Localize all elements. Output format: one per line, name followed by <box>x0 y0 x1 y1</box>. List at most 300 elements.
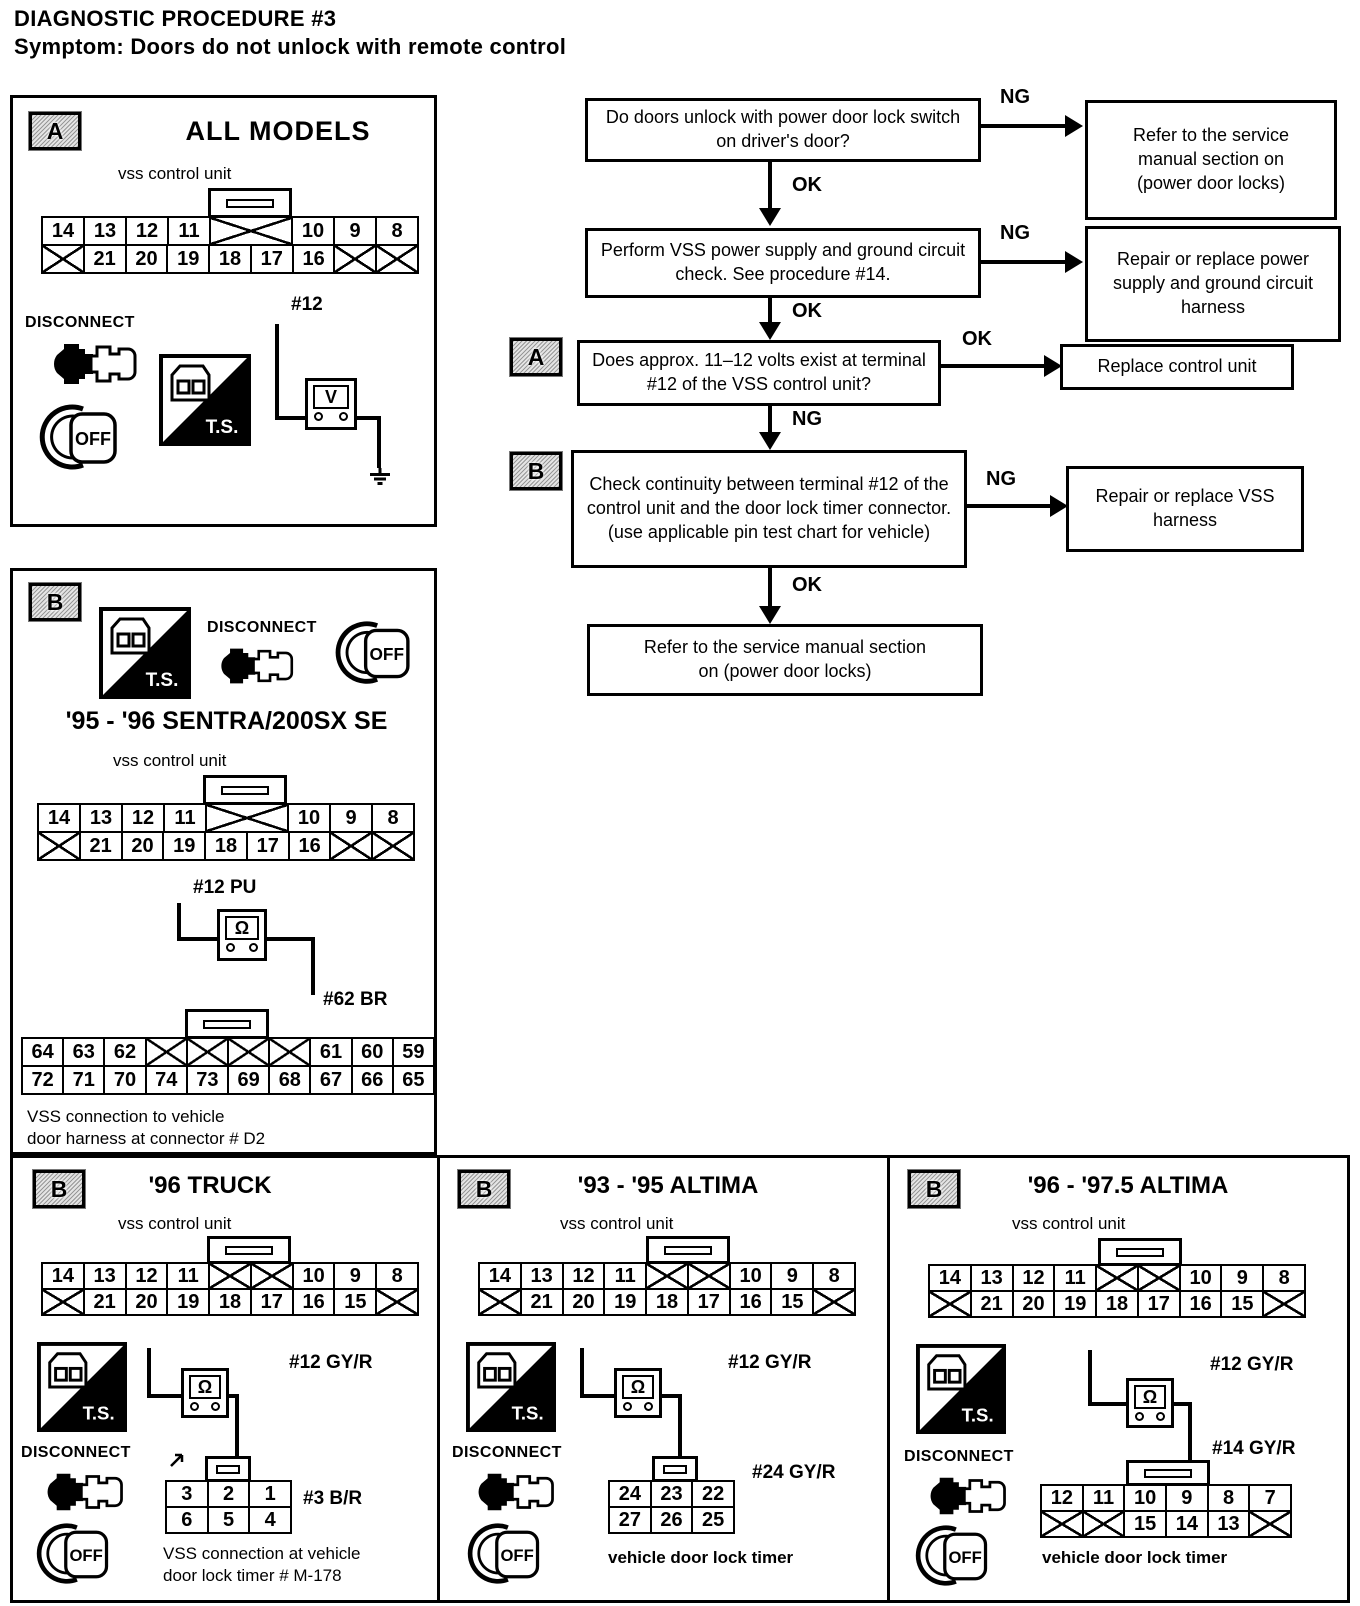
disconnect-icon <box>49 336 141 392</box>
pin-cell: 16 <box>292 244 336 274</box>
pin-cell-blocked <box>371 831 415 861</box>
pin-cell: 21 <box>83 244 127 274</box>
pin-cell-blocked <box>687 1262 731 1290</box>
pin-cell: 73 <box>186 1065 229 1095</box>
ng-label-1: NG <box>1000 86 1030 108</box>
pin-cell: 3 <box>165 1480 209 1508</box>
pin-cell: 8 <box>812 1262 856 1290</box>
pin-cell: 15 <box>333 1288 377 1316</box>
pin-cell-blocked <box>1262 1290 1306 1318</box>
connector-tab <box>207 1236 291 1264</box>
connector-tab <box>185 1009 269 1039</box>
connector-slot <box>225 1246 273 1255</box>
pin-cell: 9 <box>333 216 377 246</box>
section-marker-a: A <box>29 112 81 150</box>
test-switch-icon <box>466 1342 556 1432</box>
pin-cell: 19 <box>1053 1290 1097 1318</box>
pin-cell-blocked <box>1082 1510 1126 1538</box>
connector-caption: VSS connection at vehicle <box>163 1544 361 1563</box>
pin-cell: 8 <box>1262 1264 1306 1292</box>
pin-cell: 14 <box>478 1262 522 1290</box>
wire <box>377 416 381 468</box>
pin-cell: 16 <box>729 1288 773 1316</box>
pin-cell: 27 <box>608 1506 652 1534</box>
pin-table-lower <box>21 1037 435 1095</box>
ok-label-2: OK <box>792 300 822 322</box>
flow-step-3-text: Does approx. 11–12 volts exist at terminal #12 of the VSS control unit? <box>592 350 926 394</box>
flow-connector-line <box>768 162 772 208</box>
meter-terminals <box>617 1399 659 1411</box>
meter-terminals <box>184 1399 226 1411</box>
connector-slot <box>1116 1248 1164 1257</box>
pin-cell: 14 <box>1165 1510 1209 1538</box>
wire <box>311 937 315 995</box>
connector-tab <box>203 775 287 805</box>
flow-step-4-text: Check continuity between terminal #12 of the control unit and the door lock timer connector. <box>586 474 952 519</box>
flow-result-2-text: Repair or replace power supply and ground circuit harness <box>1112 249 1314 317</box>
pin-cell: 18 <box>208 244 252 274</box>
key-off-icon <box>904 1520 992 1592</box>
pin-cell-blocked <box>186 1037 229 1067</box>
connector-tab <box>652 1456 698 1482</box>
pin-cell: 17 <box>250 1288 294 1316</box>
pin-cell: 9 <box>1220 1264 1264 1292</box>
pin-cell: 11 <box>167 216 211 246</box>
wire <box>275 324 279 420</box>
pin-cell: 21 <box>520 1288 564 1316</box>
flow-step-5 <box>587 624 983 696</box>
flow-step-4 <box>571 450 967 568</box>
flow-connector-line <box>941 364 1044 368</box>
pin-cell: 18 <box>1095 1290 1139 1318</box>
pin-cell-blocked <box>1248 1510 1292 1538</box>
pin-cell: 17 <box>246 831 290 861</box>
pin-cell: 1 <box>248 1480 292 1508</box>
pin-cell: 26 <box>650 1506 694 1534</box>
pin-cell: 19 <box>603 1288 647 1316</box>
pin-cell: 60 <box>351 1037 394 1067</box>
pin-cell: 8 <box>375 216 419 246</box>
wire <box>580 1348 584 1398</box>
pin-cell-blocked <box>37 831 81 861</box>
pin-cell: 13 <box>520 1262 564 1290</box>
pin-cell: 8 <box>371 803 415 833</box>
pin-cell: 10 <box>729 1262 773 1290</box>
ohmmeter-icon <box>217 909 267 961</box>
flow-connector-line <box>981 260 1065 264</box>
ng-label-2: NG <box>1000 222 1030 244</box>
pin-cell-blocked <box>645 1262 689 1290</box>
pin-cell: 4 <box>248 1506 292 1534</box>
pin-cell: 65 <box>392 1065 435 1095</box>
terminal-label: #62 BR <box>323 989 388 1010</box>
pin-cell-blocked <box>145 1037 188 1067</box>
test-switch-icon <box>99 607 191 699</box>
pin-cell: 18 <box>204 831 248 861</box>
wire <box>147 1394 183 1398</box>
flow-step-5-text: Refer to the service manual section on (power door locks) <box>643 637 927 681</box>
pin-cell: 10 <box>292 1262 336 1290</box>
connector-slot <box>221 786 269 795</box>
pin-cell: 21 <box>970 1290 1014 1318</box>
pin-table-lower <box>165 1480 292 1534</box>
pin-row <box>1040 1484 1292 1512</box>
pin-row <box>37 831 415 861</box>
right-arrow-icon <box>1065 115 1083 137</box>
pin-cell: 69 <box>227 1065 270 1095</box>
pin-cell-blocked <box>375 1288 419 1316</box>
wire <box>275 416 307 420</box>
wire <box>1088 1350 1092 1406</box>
disconnect-icon <box>474 1466 558 1518</box>
pin-cell: 22 <box>691 1480 735 1508</box>
pin-row <box>608 1480 735 1508</box>
panel-truck <box>10 1155 440 1603</box>
wire <box>1088 1402 1128 1406</box>
pointer-icon <box>169 1452 185 1468</box>
pin-cell: 12 <box>1012 1264 1056 1292</box>
pin-cell-blocked <box>478 1288 522 1316</box>
pin-cell-blocked <box>41 244 85 274</box>
ohmmeter-icon <box>1126 1378 1174 1428</box>
panel-title: '93 - '95 ALTIMA <box>577 1172 759 1199</box>
pin-cell: 11 <box>1082 1484 1126 1512</box>
flow-connector-line <box>967 504 1050 508</box>
pin-cell: 11 <box>1053 1264 1097 1292</box>
panel-title: ALL MODELS <box>185 116 371 146</box>
panel-all-models <box>10 95 437 527</box>
pin-cell: 62 <box>103 1037 146 1067</box>
page-symptom: Symptom: Doors do not unlock with remote control <box>14 34 567 59</box>
terminal-label: #12 PU <box>193 877 257 898</box>
pin-cell: 21 <box>83 1288 127 1316</box>
vss-control-unit-label: vss control unit <box>118 164 232 183</box>
pin-row <box>41 244 419 274</box>
pin-cell: 13 <box>1207 1510 1251 1538</box>
pin-cell: 5 <box>207 1506 251 1534</box>
pin-cell: 12 <box>562 1262 606 1290</box>
down-arrow-icon <box>759 432 781 450</box>
wire <box>177 937 219 941</box>
pin-cell: 12 <box>125 216 169 246</box>
wire <box>580 1394 616 1398</box>
connector-tab <box>208 188 292 218</box>
pin-cell-blocked <box>250 1262 294 1290</box>
ok-label-1: OK <box>792 174 822 196</box>
pin-cell: 66 <box>351 1065 394 1095</box>
ts-label: T.S. <box>205 417 239 438</box>
pin-cell: 23 <box>650 1480 694 1508</box>
pin-cell: 11 <box>166 1262 210 1290</box>
pin-row <box>21 1065 435 1095</box>
connector-caption: door harness at connector # D2 <box>27 1129 266 1148</box>
connector-slot <box>226 199 274 208</box>
pin-cell: 14 <box>37 803 81 833</box>
pin-row <box>608 1506 735 1534</box>
ohmmeter-icon <box>181 1368 229 1418</box>
flow-step-4-note: (use applicable pin test chart for vehicle) <box>607 521 931 542</box>
key-off-icon <box>25 1518 113 1590</box>
disconnect-icon <box>217 641 297 691</box>
pin-cell: 15 <box>1220 1290 1264 1318</box>
section-marker-a: A <box>510 338 562 376</box>
pin-cell: 13 <box>970 1264 1014 1292</box>
ohmmeter-display: Ω <box>225 916 259 940</box>
flow-result-2 <box>1085 226 1341 342</box>
pin-cell: 72 <box>21 1065 64 1095</box>
test-switch-icon <box>916 1344 1006 1434</box>
pin-cell: 21 <box>79 831 123 861</box>
pin-cell: 15 <box>770 1288 814 1316</box>
ohmmeter-icon <box>614 1368 662 1418</box>
key-off-icon <box>27 400 122 475</box>
disconnect-label: DISCONNECT <box>21 1444 131 1461</box>
pin-cell: 16 <box>1179 1290 1223 1318</box>
pin-table-lower <box>1040 1484 1292 1538</box>
pin-cell: 20 <box>1012 1290 1056 1318</box>
pin-row <box>1040 1510 1292 1538</box>
pin-cell-blocked <box>375 244 419 274</box>
pin-cell: 9 <box>1165 1484 1209 1512</box>
connector-caption: VSS connection to vehicle <box>27 1107 225 1126</box>
panel-title: '95 - '96 SENTRA/200SX SE <box>65 707 388 735</box>
pin-cell: 12 <box>125 1262 169 1290</box>
connector-slot <box>203 1020 251 1029</box>
pin-cell: 67 <box>309 1065 352 1095</box>
pin-cell-blocked <box>812 1288 856 1316</box>
vss-control-unit-label: vss control unit <box>1012 1214 1126 1233</box>
ground-icon <box>368 468 392 486</box>
pin-table-lower <box>608 1480 735 1534</box>
off-label: OFF <box>948 1547 982 1567</box>
pin-cell: 12 <box>121 803 165 833</box>
pin-cell: 10 <box>1123 1484 1167 1512</box>
pin-cell: 20 <box>562 1288 606 1316</box>
flow-step-1-text: Do doors unlock with power door lock switch on driver's door? <box>605 107 961 151</box>
pin-cell: 68 <box>268 1065 311 1095</box>
pin-row <box>165 1480 292 1508</box>
pin-cell: 16 <box>292 1288 336 1316</box>
right-arrow-icon <box>1065 251 1083 273</box>
connector-tab <box>205 1456 251 1482</box>
pin-cell: 17 <box>250 244 294 274</box>
pin-row <box>928 1290 1306 1318</box>
pin-cell: 13 <box>83 216 127 246</box>
pin-cell: 61 <box>309 1037 352 1067</box>
wire <box>678 1394 682 1458</box>
wire <box>1188 1402 1192 1464</box>
panel-altima-93-95 <box>437 1155 890 1603</box>
pin-row <box>478 1288 856 1316</box>
pin-cell: 10 <box>291 216 335 246</box>
flow-connector-line <box>768 406 772 432</box>
ng-label-3: NG <box>792 408 822 430</box>
ohmmeter-display: Ω <box>622 1375 654 1399</box>
disconnect-label: DISCONNECT <box>452 1444 562 1461</box>
pin-row <box>21 1037 435 1067</box>
flow-connector-line <box>981 124 1065 128</box>
down-arrow-icon <box>759 208 781 226</box>
pin-table-upper <box>37 803 415 861</box>
section-marker-b: B <box>29 583 81 621</box>
disconnect-label: DISCONNECT <box>207 619 317 636</box>
pin-cell: 7 <box>1248 1484 1292 1512</box>
pin-row <box>41 216 419 246</box>
flow-result-1-text: Refer to the service manual section on (power door locks) <box>1132 125 1290 193</box>
pin-cell: 13 <box>79 803 123 833</box>
connector-slot <box>1144 1469 1192 1478</box>
pin-cell: 10 <box>287 803 331 833</box>
pin-cell: 24 <box>608 1480 652 1508</box>
pin-cell: 74 <box>145 1065 188 1095</box>
key-off-icon <box>323 617 415 689</box>
pin-row <box>41 1288 419 1316</box>
terminal-label: #12 GY/R <box>1210 1354 1294 1375</box>
vss-control-unit-label: vss control unit <box>560 1214 674 1233</box>
terminal-label: #12 GY/R <box>289 1352 373 1373</box>
section-marker-b: B <box>908 1170 960 1208</box>
pin-cell: 14 <box>41 1262 85 1290</box>
pin-cell: 14 <box>928 1264 972 1292</box>
pin-cell: 16 <box>288 831 332 861</box>
flow-connector-line <box>768 568 772 606</box>
pin-cell: 18 <box>645 1288 689 1316</box>
flow-result-3-text: Replace control unit <box>1097 356 1257 377</box>
connector-tab <box>646 1236 730 1264</box>
wire <box>147 1348 151 1398</box>
connector-caption: vehicle door lock timer <box>1042 1548 1228 1567</box>
ok-label-4: OK <box>792 574 822 596</box>
connector-tab <box>1098 1238 1182 1266</box>
pin-cell: 14 <box>41 216 85 246</box>
panel-sentra <box>10 568 437 1155</box>
pin-cell: 9 <box>770 1262 814 1290</box>
pin-cell: 19 <box>166 1288 210 1316</box>
connector-caption: vehicle door lock timer <box>608 1548 794 1567</box>
disconnect-icon <box>43 1466 127 1518</box>
ts-label: T.S. <box>511 1402 544 1424</box>
pin-cell: 9 <box>329 803 373 833</box>
flow-step-2-text: Perform VSS power supply and ground circuit check. See procedure #14. <box>600 240 966 284</box>
wire <box>177 903 181 941</box>
pin-cell-blocked <box>1095 1264 1139 1292</box>
pin-cell-blocked <box>41 1288 85 1316</box>
flow-step-1 <box>585 98 981 162</box>
vss-control-unit-label: vss control unit <box>118 1214 232 1233</box>
off-label: OFF <box>75 429 111 449</box>
pin-cell-blocked <box>333 244 377 274</box>
pin-cell: 15 <box>1123 1510 1167 1538</box>
pin-row <box>37 803 415 833</box>
pin-cell: 11 <box>603 1262 647 1290</box>
pin-cell: 13 <box>83 1262 127 1290</box>
pin-cell: 11 <box>163 803 207 833</box>
panel-altima-96-975 <box>887 1155 1350 1603</box>
pin-table-upper <box>41 216 419 274</box>
connector-slot <box>216 1465 241 1474</box>
pin-table-upper <box>41 1262 419 1316</box>
flow-result-3 <box>1060 344 1294 390</box>
terminal-label: #14 GY/R <box>1212 1438 1296 1459</box>
ts-label: T.S. <box>961 1404 994 1426</box>
ohmmeter-display: Ω <box>1134 1385 1166 1409</box>
flow-result-4 <box>1066 466 1304 552</box>
test-switch-icon <box>159 354 251 446</box>
connector-caption: door lock timer # M-178 <box>163 1566 342 1585</box>
section-marker-b: B <box>510 452 562 490</box>
pin-cell-blocked <box>1137 1264 1181 1292</box>
disconnect-label: DISCONNECT <box>904 1448 1014 1465</box>
disconnect-icon <box>926 1470 1010 1522</box>
pin-cell: 12 <box>1040 1484 1084 1512</box>
pin-cell: 19 <box>162 831 206 861</box>
flow-result-1 <box>1085 100 1337 220</box>
panel-title: '96 - '97.5 ALTIMA <box>1027 1172 1229 1199</box>
pin-cell-blocked <box>268 1037 311 1067</box>
pin-cell: 20 <box>125 1288 169 1316</box>
ok-label-3: OK <box>962 328 992 350</box>
pin-cell: 19 <box>166 244 210 274</box>
panel-title: '96 TRUCK <box>148 1172 272 1199</box>
pin-cell: 17 <box>687 1288 731 1316</box>
flow-step-3 <box>577 340 941 406</box>
pin-cell-blocked <box>208 1262 252 1290</box>
pin-cell: 9 <box>333 1262 377 1290</box>
pin-cell: 6 <box>165 1506 209 1534</box>
pin-cell: 64 <box>21 1037 64 1067</box>
voltmeter-display: V <box>313 385 349 409</box>
down-arrow-icon <box>759 606 781 624</box>
voltmeter-icon <box>305 378 357 430</box>
section-marker-b: B <box>458 1170 510 1208</box>
test-switch-icon <box>37 1342 127 1432</box>
flow-step-2 <box>585 228 981 298</box>
meter-terminals <box>308 409 354 421</box>
pin-cell: 70 <box>103 1065 146 1095</box>
pin-cell-blocked <box>209 216 293 246</box>
terminal-label: #24 GY/R <box>752 1462 836 1483</box>
pin-table-upper <box>928 1264 1306 1318</box>
pin-cell: 20 <box>125 244 169 274</box>
ng-label-4: NG <box>986 468 1016 490</box>
disconnect-label: DISCONNECT <box>25 314 135 331</box>
pin-cell-blocked <box>205 803 289 833</box>
pin-cell: 63 <box>62 1037 105 1067</box>
ohmmeter-display: Ω <box>189 1375 221 1399</box>
pin-cell: 25 <box>691 1506 735 1534</box>
pin-cell: 17 <box>1137 1290 1181 1318</box>
pin-cell-blocked <box>928 1290 972 1318</box>
pin-cell: 2 <box>207 1480 251 1508</box>
page-title: DIAGNOSTIC PROCEDURE #3 <box>14 6 337 31</box>
pin-cell: 10 <box>1179 1264 1223 1292</box>
down-arrow-icon <box>759 322 781 340</box>
pin-cell: 71 <box>62 1065 105 1095</box>
connector-slot <box>664 1246 712 1255</box>
wire <box>265 937 315 941</box>
off-label: OFF <box>369 644 405 665</box>
pin-row <box>165 1506 292 1534</box>
pin-row <box>41 1262 419 1290</box>
pin-cell: 8 <box>375 1262 419 1290</box>
wire <box>235 1394 239 1458</box>
section-marker-b: B <box>33 1170 85 1208</box>
connector-tab <box>1126 1460 1210 1486</box>
flow-result-4-text: Repair or replace VSS harness <box>1095 486 1275 530</box>
meter-terminals <box>220 940 264 952</box>
terminal-label: #12 <box>291 294 323 315</box>
terminal-label: #12 GY/R <box>728 1352 812 1373</box>
